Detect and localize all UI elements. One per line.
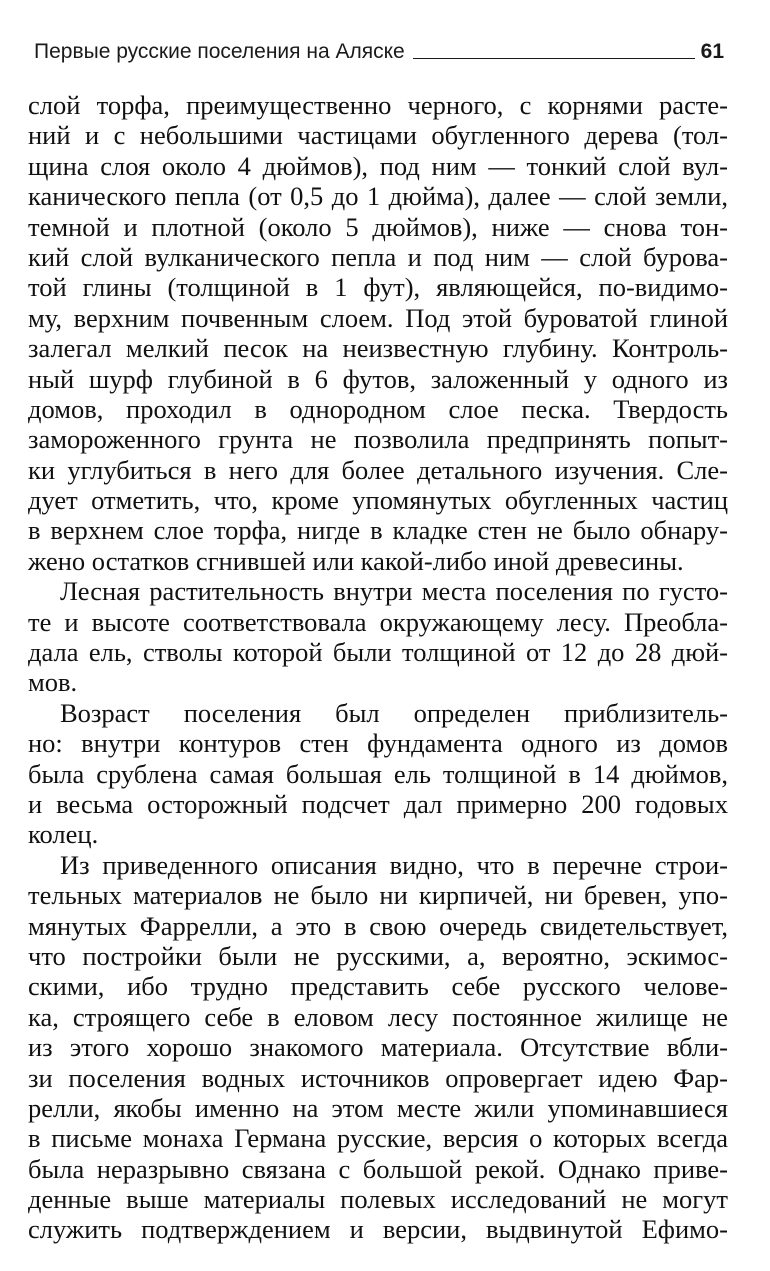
text-line: в письме монаха Германа русские, версия о которых всегда xyxy=(28,1123,728,1154)
text-line: ний и с небольшими частицами обугленного дерева (тол- xyxy=(28,120,728,151)
text-line: ки углубиться в него для более детального изучения. Сле- xyxy=(28,454,728,485)
text-line: Из приведенного описания видно, что в перечне строи- xyxy=(60,849,728,880)
text-line: домов, проходил в однородном слое песка. Твердость xyxy=(28,393,728,424)
text-line: дала ель, стволы которой были толщиной от 12 до 28 дюй- xyxy=(28,637,728,668)
text-line: денные выше материалы полевых исследований не могут xyxy=(28,1184,728,1215)
text-line: из этого хорошо знакомого материала. Отсутствие вбли- xyxy=(28,1032,728,1063)
text-line: щина слоя около 4 дюймов), под ним — тонкий слой вул- xyxy=(28,150,728,181)
running-header xyxy=(34,34,724,64)
text-line: ный шурф глубиной в 6 футов, заложенный у одного из xyxy=(28,363,728,394)
text-line: му, верхним почвенным слоем. Под этой буроватой глиной xyxy=(28,302,728,333)
text-line: той глины (толщиной в 1 фут), являющейся, по-видимо- xyxy=(28,272,728,303)
text-line: мов. xyxy=(28,667,78,698)
page-number: 61 xyxy=(700,40,724,63)
header-rule xyxy=(413,58,695,59)
text-line: релли, якобы именно на этом месте жили упоминавшиеся xyxy=(28,1092,728,1123)
text-line: Лесная растительность внутри места поселения по густо- xyxy=(60,576,728,607)
text-line: зи поселения водных источников опровергает идею Фар- xyxy=(28,1062,728,1093)
text-line: в верхнем слое торфа, нигде в кладке стен не было обнару- xyxy=(28,515,728,546)
paragraph xyxy=(28,90,728,576)
text-line: была срублена самая большая ель толщиной в 14 дюймов, xyxy=(28,758,728,789)
text-line: жено остатков сгнившей или какой-либо иной древесины. xyxy=(28,545,684,576)
text-line: темной и плотной (около 5 дюймов), ниже — снова тон- xyxy=(28,211,728,242)
text-line: колец. xyxy=(28,819,99,850)
text-line: мянутых Фаррелли, а это в свою очередь свидетельствует, xyxy=(28,910,728,941)
paragraph xyxy=(28,698,728,850)
text-line: но: внутри контуров стен фундамента одного из домов xyxy=(28,728,728,759)
text-line: канического пепла (от 0,5 до 1 дюйма), далее — слой земли, xyxy=(28,181,728,212)
text-line: слой торфа, преимущественно черного, с корнями расте- xyxy=(28,90,728,120)
paragraph xyxy=(28,850,728,1245)
running-title: Первые русские поселения на Аляске xyxy=(34,40,405,63)
text-line: Возраст поселения был определен приблизитель- xyxy=(60,697,728,728)
text-line: дует отметить, что, кроме упомянутых обугленных частиц xyxy=(28,485,728,516)
text-line: скими, ибо трудно представить себе русского челове- xyxy=(28,971,728,1002)
paragraph xyxy=(28,576,728,698)
text-line: тельных материалов не было ни кирпичей, ни бревен, упо- xyxy=(28,880,728,911)
text-line: что постройки были не русскими, а, вероятно, эскимос- xyxy=(28,940,728,971)
body-text xyxy=(28,90,728,1245)
text-line: и весьма осторожный подсчет дал примерно 200 годовых xyxy=(28,788,728,819)
text-line: залегал мелкий песок на неизвестную глубину. Контроль- xyxy=(28,333,728,364)
text-line: те и высоте соответствовала окружающему лесу. Преобла- xyxy=(28,606,728,637)
text-line: замороженного грунта не позволила предпринять попыт- xyxy=(28,424,728,455)
text-line: была неразрывно связана с большой рекой. Однако приве- xyxy=(28,1153,728,1184)
text-line: служить подтверждением и версии, выдвинутой Ефимо- xyxy=(28,1214,728,1245)
text-line: кий слой вулканического пепла и под ним — слой бурова- xyxy=(28,241,728,272)
text-line: ка, строящего себе в еловом лесу постоянное жилище не xyxy=(28,1001,728,1032)
